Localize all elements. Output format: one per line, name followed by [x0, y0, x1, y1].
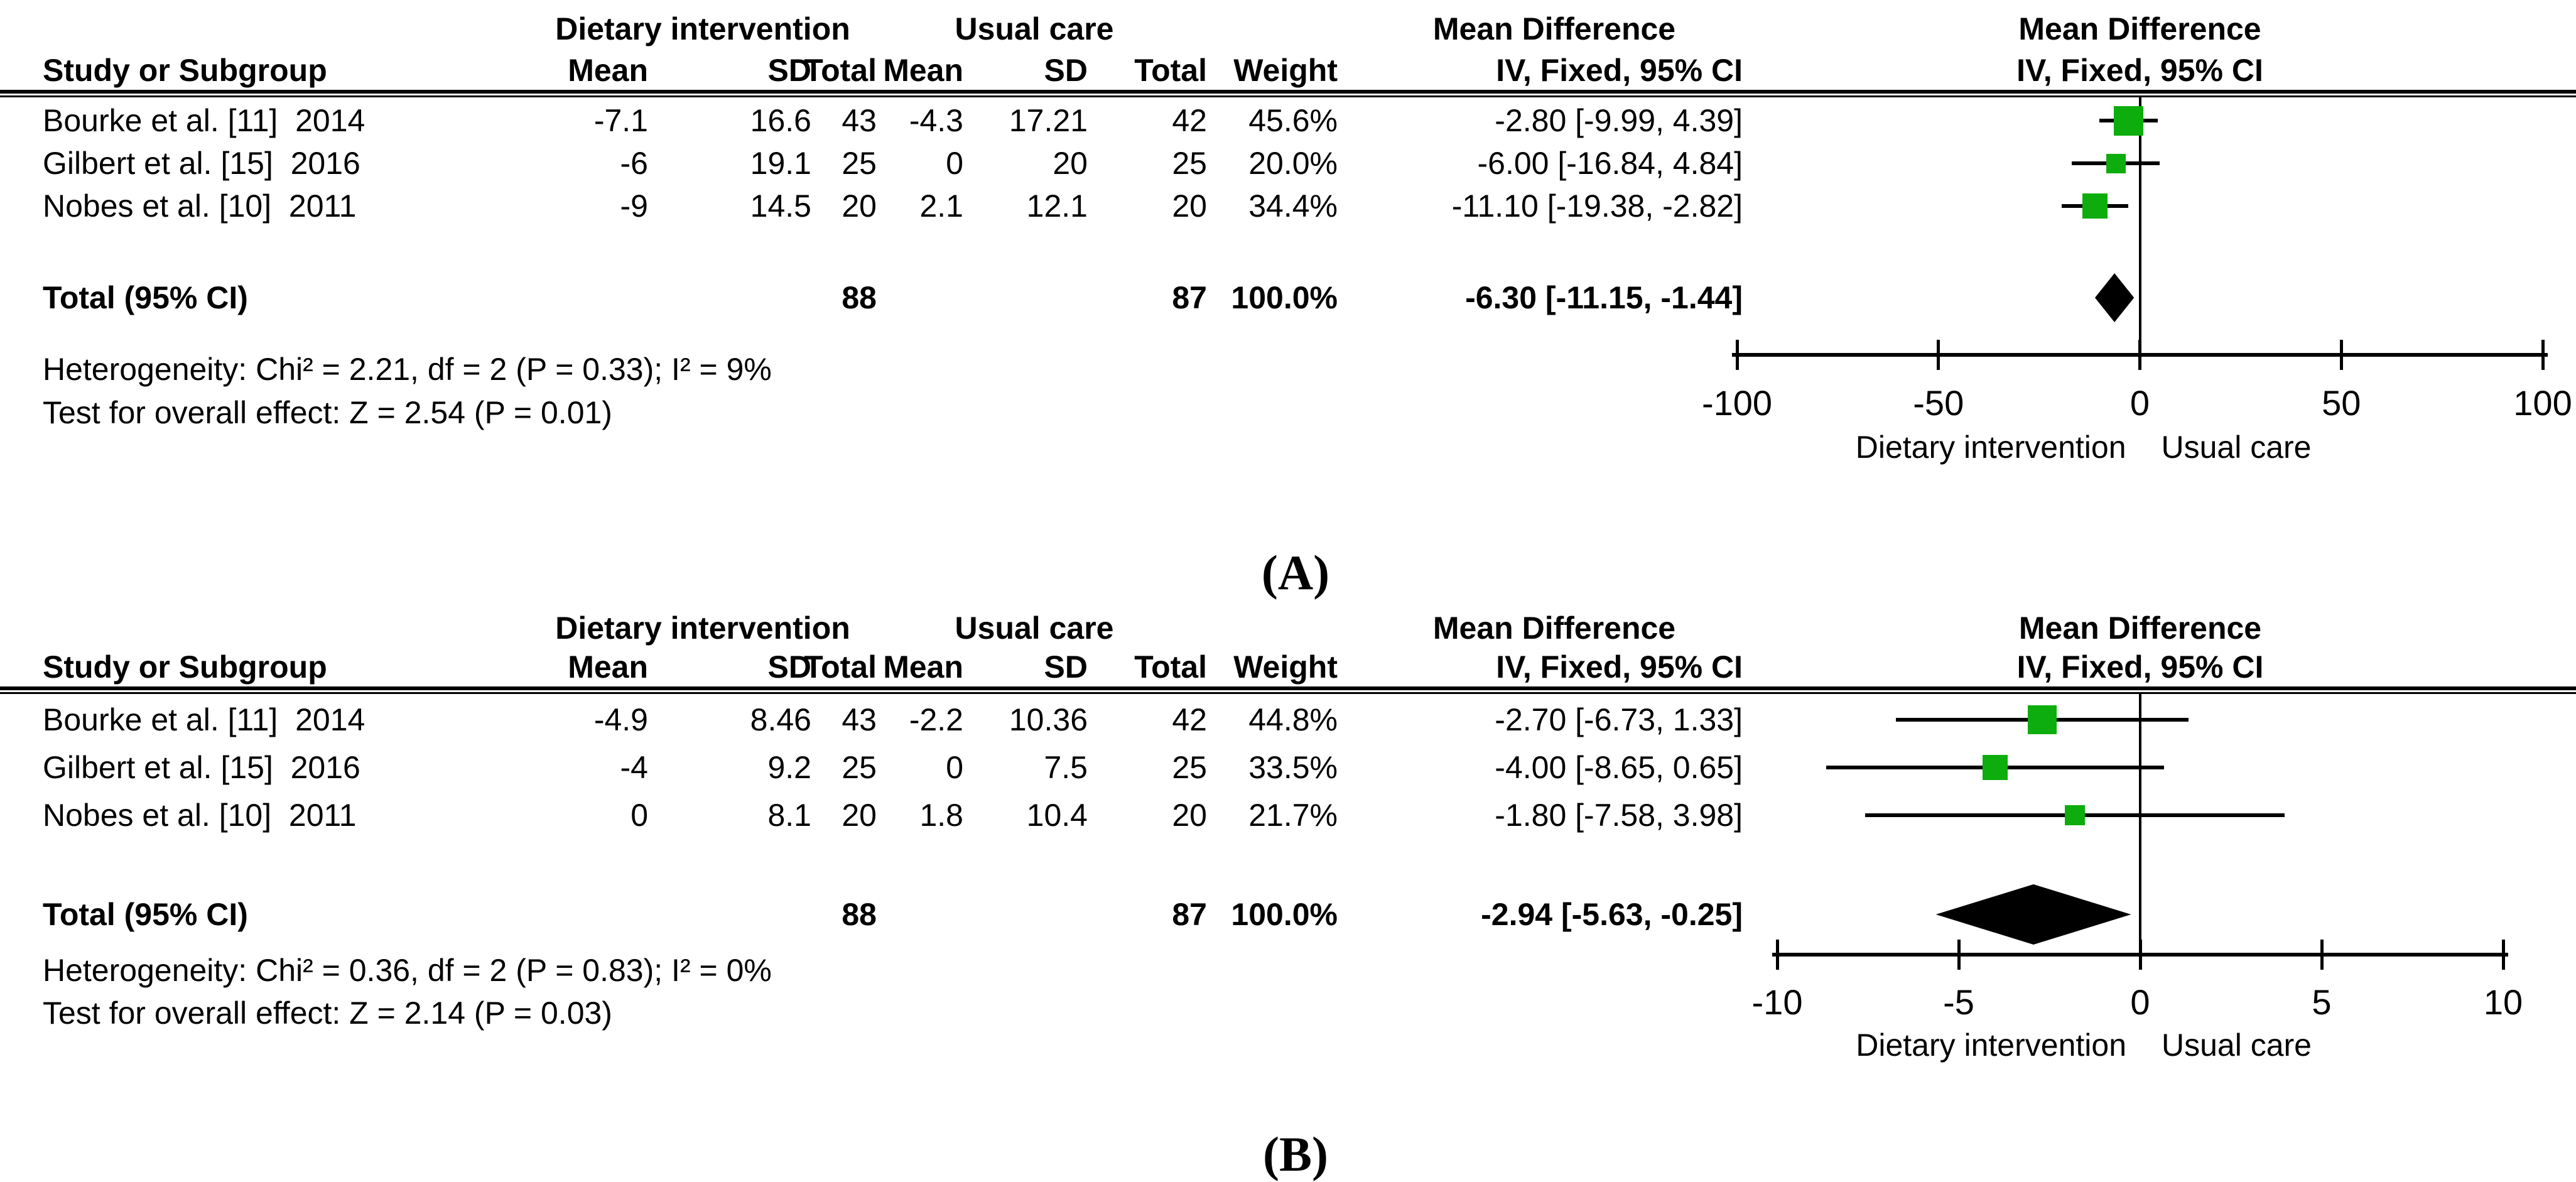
- zero-line: [2139, 694, 2141, 955]
- col-header-mean-ctrl: Mean: [883, 53, 963, 88]
- col-header-mean-ctrl: Mean: [883, 649, 963, 685]
- forest-square: [2082, 193, 2108, 219]
- x-axis-tick: [2138, 340, 2141, 370]
- study-weight: 20.0%: [1248, 146, 1338, 181]
- x-axis-tick-label: 10: [2483, 982, 2523, 1022]
- study-mean-exp: -7.1: [593, 103, 648, 138]
- x-axis-tick-label: 50: [2322, 383, 2361, 423]
- header-rule-thin: [0, 692, 2576, 694]
- total-label: Total (95% CI): [43, 280, 248, 315]
- forest-square: [1983, 755, 2008, 780]
- x-axis-tick-label: -10: [1751, 982, 1803, 1022]
- x-axis-tick-label: 0: [2130, 982, 2150, 1022]
- study-name: Gilbert et al. [15] 2016: [43, 146, 360, 181]
- pooled-diamond: [2095, 273, 2134, 322]
- x-axis-tick: [1937, 340, 1940, 370]
- study-name: Nobes et al. [10] 2011: [43, 188, 357, 224]
- direction-label-right: Usual care: [2162, 1027, 2312, 1063]
- study-sd-exp: 16.6: [750, 103, 811, 138]
- study-name: Nobes et al. [10] 2011: [43, 798, 357, 833]
- study-sd-ctrl: 10.4: [1026, 798, 1088, 833]
- group-header-control: Usual care: [955, 610, 1114, 646]
- study-name: Gilbert et al. [15] 2016: [43, 750, 360, 785]
- study-mean-exp: -6: [620, 146, 648, 181]
- study-sd-exp: 8.46: [750, 702, 811, 737]
- x-axis-tick: [2340, 340, 2343, 370]
- study-mean-exp: 0: [630, 798, 648, 833]
- study-mean-ctrl: 1.8: [919, 798, 963, 833]
- group-header-control: Usual care: [955, 11, 1114, 46]
- x-axis-tick-label: 0: [2130, 383, 2150, 423]
- x-axis-tick-label: -5: [1943, 982, 1974, 1022]
- study-mean-exp: -4.9: [593, 702, 648, 737]
- col-header-ci: IV, Fixed, 95% CI: [1496, 53, 1743, 88]
- study-total-ctrl: 42: [1172, 103, 1207, 138]
- study-ci-text: -1.80 [-7.58, 3.98]: [1495, 798, 1743, 833]
- study-sd-ctrl: 17.21: [1009, 103, 1088, 138]
- group-header-effect: Mean Difference: [1432, 610, 1676, 646]
- study-ci-text: -11.10 [-19.38, -2.82]: [1451, 188, 1743, 224]
- col-header-sd-ctrl: SD: [1044, 53, 1088, 88]
- total-label: Total (95% CI): [43, 897, 248, 932]
- study-weight: 45.6%: [1248, 103, 1338, 138]
- col-header-mean-exp: Mean: [568, 53, 648, 88]
- study-total-exp: 43: [842, 702, 877, 737]
- study-mean-exp: -4: [620, 750, 648, 785]
- study-ci-text: -4.00 [-8.65, 0.65]: [1495, 750, 1743, 785]
- study-ci-text: -2.80 [-9.99, 4.39]: [1495, 103, 1743, 138]
- study-sd-exp: 19.1: [750, 146, 811, 181]
- study-weight: 34.4%: [1248, 188, 1338, 224]
- total-n-exp: 88: [842, 280, 877, 315]
- study-sd-exp: 14.5: [750, 188, 811, 224]
- pooled-diamond: [1936, 884, 2131, 945]
- forest-square: [2114, 106, 2143, 136]
- study-total-ctrl: 20: [1172, 798, 1207, 833]
- study-mean-exp: -9: [620, 188, 648, 224]
- study-name: Bourke et al. [11] 2014: [43, 103, 365, 138]
- study-mean-ctrl: -4.3: [909, 103, 963, 138]
- study-total-exp: 25: [842, 750, 877, 785]
- col-header-sd-exp: SD: [767, 649, 811, 685]
- total-n-exp: 88: [842, 897, 877, 932]
- col-header-total-ctrl: Total: [1134, 649, 1207, 685]
- col-header-ci-plot: IV, Fixed, 95% CI: [2016, 649, 2264, 685]
- forest-square: [2028, 705, 2057, 734]
- total-ci-text: -6.30 [-11.15, -1.44]: [1465, 280, 1743, 315]
- study-total-ctrl: 25: [1172, 146, 1207, 181]
- header-rule: [0, 90, 2576, 94]
- study-sd-ctrl: 12.1: [1026, 188, 1088, 224]
- heterogeneity-text: Heterogeneity: Chi² = 2.21, df = 2 (P = 0.33); I² = 9%: [43, 352, 772, 387]
- col-header-ci-plot: IV, Fixed, 95% CI: [2016, 53, 2263, 88]
- col-header-total-ctrl: Total: [1134, 53, 1207, 88]
- col-header-study: Study or Subgroup: [43, 53, 327, 88]
- study-ci-text: -6.00 [-16.84, 4.84]: [1477, 146, 1743, 181]
- direction-label-right: Usual care: [2161, 430, 2312, 465]
- group-header-experimental: Dietary intervention: [555, 11, 850, 46]
- overall-effect-text: Test for overall effect: Z = 2.54 (P = 0.01): [43, 395, 612, 430]
- x-axis-tick-label: -50: [1913, 383, 1964, 423]
- col-header-sd-ctrl: SD: [1044, 649, 1088, 685]
- study-mean-ctrl: 2.1: [919, 188, 963, 224]
- col-header-study: Study or Subgroup: [43, 649, 327, 685]
- panel-label-b: (B): [1263, 1127, 1328, 1181]
- col-header-ci: IV, Fixed, 95% CI: [1496, 649, 1743, 685]
- group-header-effect-plot: Mean Difference: [2018, 11, 2261, 46]
- forest-square: [2065, 805, 2085, 825]
- study-sd-ctrl: 20: [1053, 146, 1088, 181]
- study-total-exp: 20: [842, 188, 877, 224]
- x-axis-tick-label: -100: [1701, 383, 1773, 423]
- x-axis-tick: [1957, 940, 1961, 970]
- direction-label-left: Dietary intervention: [1856, 1027, 2126, 1063]
- panel-label-a: (A): [1261, 545, 1330, 600]
- study-total-ctrl: 25: [1172, 750, 1207, 785]
- x-axis-tick: [2139, 940, 2142, 970]
- study-weight: 44.8%: [1248, 702, 1338, 737]
- total-weight: 100.0%: [1231, 897, 1338, 932]
- col-header-weight: Weight: [1233, 53, 1338, 88]
- study-total-exp: 20: [842, 798, 877, 833]
- x-axis-tick-label: 5: [2312, 982, 2332, 1022]
- x-axis-tick: [2541, 340, 2545, 370]
- study-sd-ctrl: 10.36: [1009, 702, 1088, 737]
- total-ci-text: -2.94 [-5.63, -0.25]: [1481, 897, 1743, 932]
- total-weight: 100.0%: [1231, 280, 1338, 315]
- study-weight: 21.7%: [1248, 798, 1338, 833]
- study-total-exp: 25: [842, 146, 877, 181]
- header-rule-thin: [0, 95, 2576, 97]
- col-header-sd-exp: SD: [767, 53, 811, 88]
- group-header-experimental: Dietary intervention: [555, 610, 850, 646]
- study-sd-ctrl: 7.5: [1044, 750, 1088, 785]
- heterogeneity-text: Heterogeneity: Chi² = 0.36, df = 2 (P = 0.83); I² = 0%: [43, 953, 772, 988]
- study-name: Bourke et al. [11] 2014: [43, 702, 365, 737]
- study-mean-ctrl: -2.2: [909, 702, 963, 737]
- study-ci-text: -2.70 [-6.73, 1.33]: [1495, 702, 1743, 737]
- overall-effect-text: Test for overall effect: Z = 2.14 (P = 0.03): [43, 995, 612, 1031]
- study-total-ctrl: 20: [1172, 188, 1207, 224]
- col-header-weight: Weight: [1233, 649, 1338, 685]
- study-sd-exp: 9.2: [767, 750, 811, 785]
- x-axis-tick: [2502, 940, 2505, 970]
- col-header-total-exp: Total: [804, 53, 877, 88]
- study-weight: 33.5%: [1248, 750, 1338, 785]
- x-axis-tick-label: 100: [2513, 383, 2572, 423]
- direction-label-left: Dietary intervention: [1855, 430, 2126, 465]
- group-header-effect: Mean Difference: [1432, 11, 1676, 46]
- total-n-ctrl: 87: [1172, 897, 1207, 932]
- study-mean-ctrl: 0: [946, 146, 963, 181]
- x-axis-tick: [1776, 940, 1779, 970]
- study-total-exp: 43: [842, 103, 877, 138]
- x-axis-tick: [1736, 340, 1739, 370]
- col-header-mean-exp: Mean: [568, 649, 648, 685]
- header-rule: [0, 686, 2576, 690]
- zero-line: [2139, 97, 2141, 355]
- group-header-effect-plot: Mean Difference: [2018, 610, 2262, 646]
- study-total-ctrl: 42: [1172, 702, 1207, 737]
- study-mean-ctrl: 0: [946, 750, 963, 785]
- col-header-total-exp: Total: [804, 649, 877, 685]
- total-n-ctrl: 87: [1172, 280, 1207, 315]
- x-axis-tick: [2320, 940, 2324, 970]
- study-sd-exp: 8.1: [767, 798, 811, 833]
- forest-square: [2106, 154, 2126, 173]
